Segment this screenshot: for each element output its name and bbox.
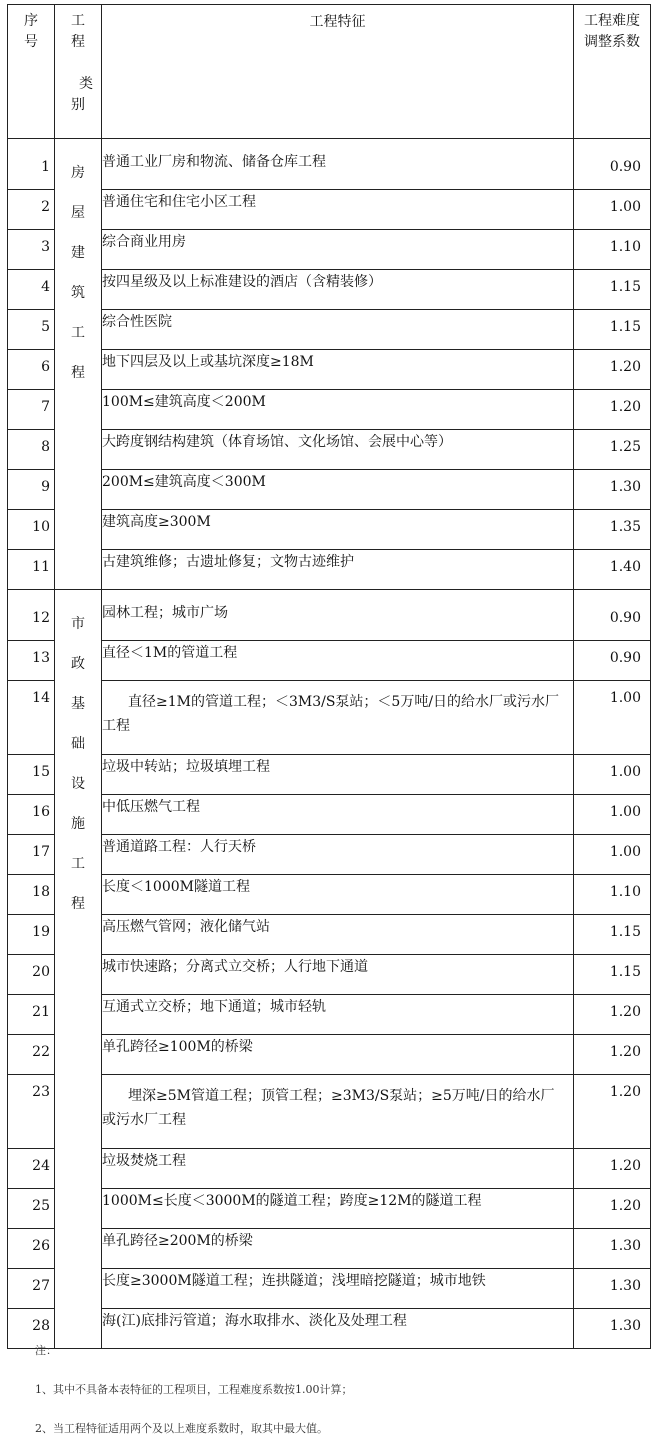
row-feature: 海(江)底排污管道；海水取排水、淡化及处理工程 <box>102 1309 574 1349</box>
category-char: 工 <box>71 325 85 341</box>
row-coefficient: 1.20 <box>574 390 651 430</box>
row-feature: 中低压燃气工程 <box>102 795 574 835</box>
row-number: 26 <box>8 1229 55 1269</box>
row-number: 24 <box>8 1149 55 1189</box>
table-row <box>8 681 651 755</box>
table-row <box>8 1229 651 1269</box>
table-row <box>8 150 651 190</box>
row-number: 22 <box>8 1035 55 1075</box>
row-feature: 互通式立交桥；地下通道；城市轻轨 <box>102 995 574 1035</box>
row-feature: 综合性医院 <box>102 310 574 350</box>
table-row <box>8 1309 651 1349</box>
row-coefficient: 1.00 <box>574 681 651 755</box>
row-number: 27 <box>8 1269 55 1309</box>
table-row <box>8 915 651 955</box>
table-row <box>8 310 651 350</box>
row-feature: 普通道路工程：人行天桥 <box>102 835 574 875</box>
row-feature: 园林工程；城市广场 <box>102 601 574 641</box>
header-serial-number: 序 号 <box>8 5 55 139</box>
row-coefficient: 0.90 <box>574 641 651 681</box>
table-row <box>8 510 651 550</box>
row-coefficient: 1.00 <box>574 835 651 875</box>
row-feature: 单孔跨径≥100M的桥梁 <box>102 1035 574 1075</box>
row-feature: 按四星级及以上标准建设的酒店（含精装修） <box>102 270 574 310</box>
table-row <box>8 270 651 310</box>
row-feature: 综合商业用房 <box>102 230 574 270</box>
row-coefficient: 1.30 <box>574 1309 651 1349</box>
row-coefficient: 1.15 <box>574 915 651 955</box>
category-char: 基 <box>71 696 85 712</box>
spacer-row <box>8 590 651 602</box>
row-feature: 垃圾焚烧工程 <box>102 1149 574 1189</box>
category-char: 政 <box>71 656 85 672</box>
row-coefficient: 1.15 <box>574 955 651 995</box>
row-feature: 地下四层及以上或基坑深度≥18M <box>102 350 574 390</box>
row-coefficient: 1.20 <box>574 1149 651 1189</box>
category-char: 筑 <box>71 285 85 301</box>
note-item-1: 1、其中不具备本表特征的工程项目，工程难度系数按1.00计算； <box>35 1383 353 1396</box>
table-row <box>8 795 651 835</box>
table-row <box>8 835 651 875</box>
table-header-row <box>8 5 651 139</box>
table-row <box>8 1269 651 1309</box>
header-category: 工 程 类 别 <box>55 5 102 139</box>
category-char: 设 <box>71 776 85 792</box>
row-coefficient: 1.35 <box>574 510 651 550</box>
table-row <box>8 350 651 390</box>
row-number: 6 <box>8 350 55 390</box>
row-coefficient: 1.00 <box>574 190 651 230</box>
header-coefficient: 工程难度调整系数 <box>574 5 651 139</box>
row-number: 15 <box>8 755 55 795</box>
row-number: 20 <box>8 955 55 995</box>
row-number: 3 <box>8 230 55 270</box>
row-coefficient: 1.40 <box>574 550 651 590</box>
row-feature: 高压燃气管网；液化储气站 <box>102 915 574 955</box>
row-number: 25 <box>8 1189 55 1229</box>
table-row <box>8 1075 651 1149</box>
table-row <box>8 641 651 681</box>
row-number: 23 <box>8 1075 55 1149</box>
table-row <box>8 955 651 995</box>
category-char: 屋 <box>71 205 85 221</box>
row-feature: 大跨度钢结构建筑（体育场馆、文化场馆、会展中心等） <box>102 430 574 470</box>
row-feature: 埋深≥5M管道工程；顶管工程；≥3M3/S泵站；≥5万吨/日的给水厂或污水厂工程 <box>102 1075 574 1149</box>
table-row <box>8 1035 651 1075</box>
difficulty-coefficient-table <box>7 4 651 1349</box>
row-coefficient: 1.20 <box>574 1075 651 1149</box>
table-row <box>8 470 651 510</box>
table-row <box>8 550 651 590</box>
row-feature: 200M≤建筑高度＜300M <box>102 470 574 510</box>
table-row <box>8 430 651 470</box>
category-building <box>55 139 102 590</box>
row-feature: 1000M≤长度＜3000M的隧道工程；跨度≥12M的隧道工程 <box>102 1189 574 1229</box>
category-char: 程 <box>71 365 85 381</box>
note-label: 注： <box>35 1344 57 1357</box>
row-number: 19 <box>8 915 55 955</box>
row-feature: 古建筑维修；古遗址修复；文物古迹维护 <box>102 550 574 590</box>
row-feature: 100M≤建筑高度＜200M <box>102 390 574 430</box>
row-coefficient: 1.20 <box>574 995 651 1035</box>
row-coefficient: 1.00 <box>574 795 651 835</box>
row-number: 13 <box>8 641 55 681</box>
row-feature: 建筑高度≥300M <box>102 510 574 550</box>
row-feature: 单孔跨径≥200M的桥梁 <box>102 1229 574 1269</box>
row-coefficient: 1.15 <box>574 270 651 310</box>
row-coefficient: 1.00 <box>574 755 651 795</box>
category-char: 施 <box>71 816 85 832</box>
row-feature: 长度≥3000M隧道工程；连拱隧道；浅埋暗挖隧道；城市地铁 <box>102 1269 574 1309</box>
row-coefficient: 1.20 <box>574 1035 651 1075</box>
row-feature: 直径≥1M的管道工程；＜3M3/S泵站；＜5万吨/日的给水厂或污水厂工程 <box>102 681 574 755</box>
row-coefficient: 1.10 <box>574 230 651 270</box>
row-feature: 垃圾中转站；垃圾填埋工程 <box>102 755 574 795</box>
row-coefficient: 1.30 <box>574 470 651 510</box>
table-row <box>8 1189 651 1229</box>
row-number: 12 <box>8 601 55 641</box>
row-number: 11 <box>8 550 55 590</box>
row-coefficient: 1.30 <box>574 1229 651 1269</box>
row-number: 16 <box>8 795 55 835</box>
category-char: 建 <box>71 245 85 261</box>
category-char: 础 <box>71 736 85 752</box>
table-row <box>8 995 651 1035</box>
row-number: 10 <box>8 510 55 550</box>
row-number: 4 <box>8 270 55 310</box>
table-row <box>8 390 651 430</box>
row-feature: 直径＜1M的管道工程 <box>102 641 574 681</box>
spacer-row <box>8 139 651 151</box>
row-coefficient: 1.30 <box>574 1269 651 1309</box>
row-number: 17 <box>8 835 55 875</box>
row-number: 2 <box>8 190 55 230</box>
header-feature: 工程特征 <box>102 5 574 139</box>
row-coefficient: 1.15 <box>574 310 651 350</box>
row-coefficient: 1.10 <box>574 875 651 915</box>
row-number: 5 <box>8 310 55 350</box>
row-number: 1 <box>8 150 55 190</box>
row-number: 14 <box>8 681 55 755</box>
row-feature: 长度＜1000M隧道工程 <box>102 875 574 915</box>
row-number: 28 <box>8 1309 55 1349</box>
table-row <box>8 601 651 641</box>
table-row <box>8 190 651 230</box>
row-coefficient: 1.20 <box>574 1189 651 1229</box>
category-char: 房 <box>71 165 85 181</box>
table-row <box>8 875 651 915</box>
row-feature: 普通住宅和住宅小区工程 <box>102 190 574 230</box>
category-char: 工 <box>71 856 85 872</box>
table-row <box>8 230 651 270</box>
table-row <box>8 1149 651 1189</box>
row-feature: 普通工业厂房和物流、储备仓库工程 <box>102 150 574 190</box>
row-coefficient: 0.90 <box>574 150 651 190</box>
category-municipal <box>55 590 102 1349</box>
row-number: 9 <box>8 470 55 510</box>
category-char: 程 <box>71 896 85 912</box>
row-number: 18 <box>8 875 55 915</box>
row-feature: 城市快速路；分离式立交桥；人行地下通道 <box>102 955 574 995</box>
row-number: 21 <box>8 995 55 1035</box>
table-row <box>8 755 651 795</box>
row-number: 7 <box>8 390 55 430</box>
row-coefficient: 1.20 <box>574 350 651 390</box>
row-number: 8 <box>8 430 55 470</box>
row-coefficient: 1.25 <box>574 430 651 470</box>
note-item-2: 2、当工程特征适用两个及以上难度系数时，取其中最大值。 <box>35 1422 328 1435</box>
category-char: 市 <box>71 616 85 632</box>
row-coefficient: 0.90 <box>574 601 651 641</box>
